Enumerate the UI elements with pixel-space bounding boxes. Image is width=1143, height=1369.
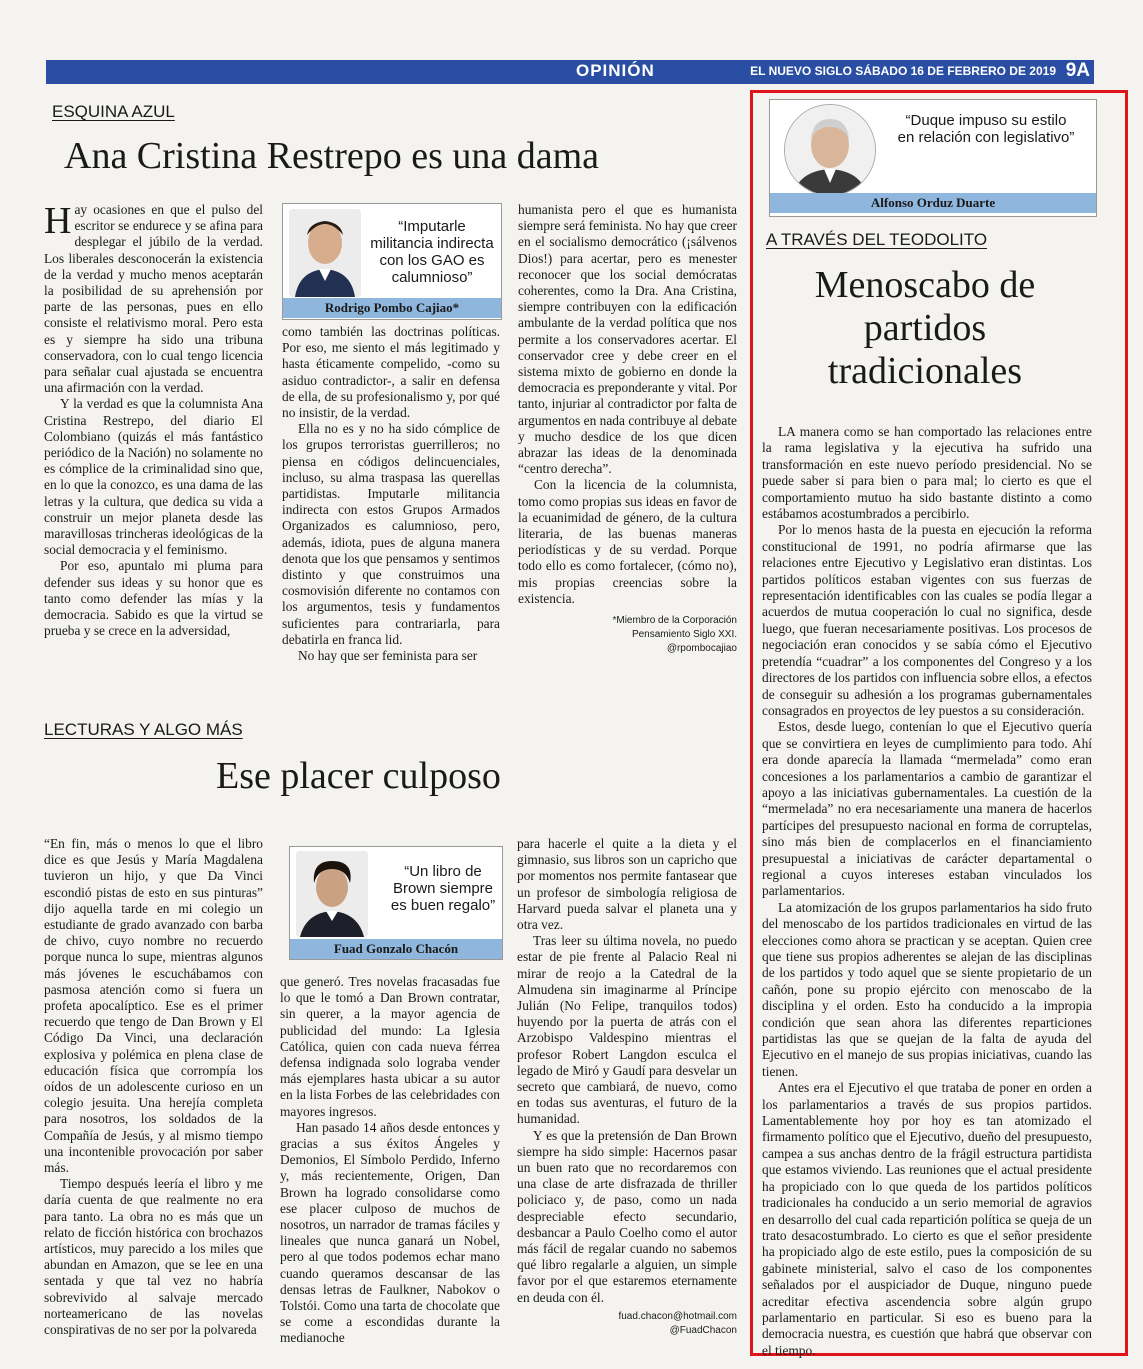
article1-paragraph: Por eso, apuntalo mi pluma para defender sus ideas y su honor que es tanto como defender las mías y la democracia. Sabido es que la virtud se prueba y se crece en la adversidad, bbox=[44, 558, 263, 639]
article1-column-3 bbox=[518, 202, 737, 607]
footnote-line: Pensamiento Siglo XXI. bbox=[631, 629, 737, 640]
article3-body bbox=[762, 424, 1092, 1359]
article1-author-name: Rodrigo Pombo Cajiao* bbox=[283, 298, 501, 318]
article2-author-name: Fuad Gonzalo Chacón bbox=[290, 939, 502, 959]
article2-paragraph: “En fin, más o menos lo que el libro dice es que Jesús y María Magdalena tuvieron un hijo, y que Da Vinci escondió pistas de esto en sus pinturas” dijo aquella tarde en mi colegio un estudiante de grado avanzado con barba de chivo, cuyo nombre no recuerdo porque nunca lo supe, mientras algunos más jóvenes le escuchábamos con pasmosa atención como si fuera un profeta apocalíptico. Ese es el primer recuerdo que tengo de Dan Brown y El Código Da Vinci, una declaración explosiva y polémica en plena clase de educación física que corrompía los oídos de un adolescente curioso en un colegio jesuita. Una herejía completa para nosotros, los soldados de la Compañía de Jesús, y al mismo tiempo una incontenible provocación por saber más. bbox=[44, 836, 263, 1176]
article1-kicker: ESQUINA AZUL bbox=[52, 102, 175, 121]
article2-signature bbox=[517, 1310, 737, 1338]
footnote-line: *Miembro de la Corporación bbox=[612, 615, 737, 626]
article1-pullquote: “Imputarle militancia indirecta con los GAO es calumnioso” bbox=[370, 218, 494, 286]
article1-footnote bbox=[518, 614, 737, 656]
article2-paragraph: que generó. Tres novelas fracasadas fue lo que le tomó a Dan Brown contratar, sin querer, a la mayor agencia de publicidad del mundo: La Iglesia Católica, quien con cada nueva férrea defensa indignada solo lograba vender más ejemplares hasta ubicar a su autor en la lista Forbes de las celebridades con mayores ingresos. bbox=[280, 974, 500, 1119]
drop-cap: H bbox=[44, 200, 72, 242]
article1-column-1 bbox=[44, 202, 263, 639]
article2-column-3 bbox=[517, 836, 737, 1306]
article3-paragraph: Por lo menos hasta de la puesta en ejecución la reforma constitucional de 1991, no podría afirmarse que las relaciones entre Ejecutivo y Legislativo eran distintas. Los partidos políticos estaban vigentes con sus fuerzas de representación identificables con las cuales se podía llegar a acuerdos de mutua cooperación lo cual no significa, desde luego, que fueran necesariamente positivas. Los procesos de negociación eran conocidos y se sabía cómo el Ejecutivo pretendía “cuadrar” a los componentes del Congreso y a los directores de los partidos con influencia sobre ellos, a efectos de conseguir su adhesión a los programas gubernamentales consagrados en proyectos de ley puestos a su consideración. bbox=[762, 522, 1092, 718]
article3-kicker: A TRAVÉS DEL TEODOLITO bbox=[766, 230, 988, 249]
article2-pullquote: “Un libro de Brown siempre es buen regalo” bbox=[390, 863, 496, 914]
article3-headline: Menoscabo de partidos tradicionales bbox=[814, 264, 1036, 392]
author-handle: @FuadChacon bbox=[669, 1325, 737, 1336]
article2-paragraph: Tiempo después leería el libro y me daría cuenta de que realmente no era para tanto. La obra no es más que un relato de ficción histórica con brochazos artísticos, muy parecido a los miles que abundan en Amazon, que se lee en una sentada y que tal vez no habría sobrevivido al salvaje mercado norteamericano de las novelas conspirativas de no ser por la polvareda bbox=[44, 1176, 263, 1338]
article2-column-1 bbox=[44, 836, 263, 1338]
article3-paragraph: LA manera como se han comportado las relaciones entre la rama legislativa y la ejecutiva ha sufrido una transformación en este nuevo período presidencial. No se puede saber si para bien o para mal; lo cierto es que el comportamiento mutuo ha sido bastante distinto a como estábamos acostumbrados a percibirlo. bbox=[762, 424, 1092, 522]
article3-paragraph: Antes era el Ejecutivo el que trataba de poner en orden a los parlamentarios a través de sus propios partidos. Lamentablemente hoy por hoy es tan atomizado el firmamento político que el Ejecutivo, dueño del presupuesto, campea a sus anchas dentro de la frágil estructura partidista que estamos viviendo. Las reuniones que el actual presidente ha propiciado con lo que queda de los partidos políticos tradicionales ha conducido a un serio memorial de agravios en desarrollo del cual cada repartición política se queja de un trato desacostumbrado. Lo cierto es que el señor presidente ha propiciado algo de este estilo, pues la composición de su gabinete ministerial, salvo el caso de los componentes señalados por el auspiciador de Duque, ninguno puede acreditar efectiva ascendencia sobre algún grupo parlamentario en particular. Si eso es bueno para la democracia nuestra, es cuestión que habrá que observar con el tiempo. bbox=[762, 1080, 1092, 1358]
article1-paragraph: Y la verdad es que la columnista Ana Cristina Restrepo, del diario El Colombiano (quizás el más fantástico periódico de la Nación) no solamente no es cómplice de la criminalidad sino que, en lo que la conozco, es una dama de las letras y la cultura, que dedica su vida a construir un mejor planeta desde las maravillosas trincheras ideológicas de la social democracia y el feminismo. bbox=[44, 396, 263, 558]
author-handle: @rpombocajiao bbox=[666, 643, 737, 654]
article1-paragraph: Ella no es y no ha sido cómplice de los grupos terroristas guerrilleros; no piensa en códigos delincuenciales, incluso, su alma traspasa las querellas partidistas. Imputarle militancia indirecta con estos Grupos Armados Organizados es calumnioso, pero, además, idiota, pues de alguna manera denota que los que pensamos y sentimos distinto y que construimos una cosmovisión diferente no contamos con los argumentos, tesis y fundamentos suficientes para contrariarla, para debatirla en franca lid. bbox=[282, 421, 500, 647]
newspaper-date-line: EL NUEVO SIGLO SÁBADO 16 DE FEBRERO DE 2019 bbox=[750, 64, 1056, 78]
article2-paragraph: Tras leer su última novela, no puedo estar de pie frente al Palacio Real ni mirar de reojo a la Catedral de la Almudena sin imaginarme al Príncipe Julián (No Felipe, tranquilos todos) huyendo por la puerta de atrás con el Arzobispo Valdespino mientras el profesor Robert Langdon esculca el legado de Miró y Gaudí para desvelar un secreto que cambiará, de nuevo, como en todas sus aventuras, el futuro de la humanidad. bbox=[517, 933, 737, 1127]
article3-author-box bbox=[769, 99, 1097, 217]
article1-paragraph: ay ocasiones en que el pulso del escritor se endurece y se afina para desplegar el júbilo de la verdad. Los liberales desconocerán la existencia de la verdad y mucho menos aceptarán la posibilidad de su aprehensión por parte de las personas, pues en ello consiste el relativismo moral. Pero esta es y siempre ha sido una tribuna conservadora, con lo cual tengo licencia para señalar cual ajustada se encuentra una afirmación con la verdad. bbox=[44, 202, 263, 396]
article2-paragraph: Y es que la pretensión de Dan Brown siempre ha sido simple: Hacernos pasar un buen rato que no recordaremos con una clase de arte disfrazada de thriller policiaco y, de paso, como un nada despreciable efecto secundario, desbancar a Paulo Coelho como el autor más fácil de regalar cuando no sabemos qué libro regalarle a alguien, un simple favor por el que estaremos eternamente en deuda con él. bbox=[517, 1127, 737, 1305]
article2-column-2 bbox=[280, 974, 500, 1347]
section-title: OPINIÓN bbox=[576, 61, 655, 80]
page-number: 9A bbox=[1065, 60, 1090, 81]
author-photo bbox=[289, 209, 361, 297]
article1-column-2 bbox=[282, 324, 500, 664]
article1-headline: Ana Cristina Restrepo es una dama bbox=[64, 135, 600, 177]
article1-author-box bbox=[282, 203, 502, 320]
article3-paragraph: Estos, desde luego, contenían lo que el Ejecutivo quería que se convirtiera en leyes de cumplimiento para todo. Ahí era donde aparecía la llamada “mermelada” como eran concesiones a los parlamentarios a cambio de garantizar el apoyo a las iniciativas gubernamentales. La cuestión de la “mermelada” no era necesariamente una manera de hacerlos partícipes del presupuesto nacional en forma de corruptelas, sino más bien de complacerlos en el financiamiento presupuestal a iniciativas de carácter departamental o regional a cuyos intereses estaban vinculados los parlamentarios. bbox=[762, 719, 1092, 899]
article1-paragraph: humanista pero el que es humanista siempre será feminista. No hay que creer en el socialismo democrático (¡sálvenos Dios!) para acertar, pero es menester reconocer que los social demócratas coherentes, como la Dra. Ana Cristina, siempre contribuyen con la edificación ambulante de la verdad política que nos permite a los conservadores acertar. El conservador cree y debe creer en el sistema mixto de gobierno en donde la democracia es preponderante y vital. Por tanto, injuriar al contradictor por falta de argumentos en nada contribuye al debate y mucho desdice de los que dicen abrazar las ideas de la denominada “centro derecha”. bbox=[518, 202, 737, 477]
article3-author-name: Alfonso Orduz Duarte bbox=[770, 193, 1096, 213]
article2-paragraph: Han pasado 14 años desde entonces y gracias a sus éxitos Ángeles y Demonios, El Símbolo Perdido, Inferno y, más recientemente, Origen, Dan Brown ha logrado consolidarse como ese placer culposo de muchos de nosotros, un narrador de tramas fáciles y lineales que nunca ganará un Nobel, pero al que todos podemos echar mano cuando queramos descansar de las densas letras de Faulkner, Nabokov o Tolstói. Como una tarta de chocolate que se come a escondidas durante la medianoche bbox=[280, 1119, 500, 1346]
article1-paragraph: como también las doctrinas políticas. Por eso, me siento el más legitimado y hasta éticamente compelido, -como su asiduo contradictor-, a salir en defensa de ella, de su profesionalismo y, por qué no insistir, de la verdad. bbox=[282, 324, 500, 421]
article2-headline: Ese placer culposo bbox=[216, 755, 501, 797]
article3-pullquote: “Duque impuso su estilo en relación con legislativo” bbox=[897, 112, 1075, 146]
article3-paragraph: La atomización de los grupos parlamentarios ha sido fruto del menoscabo de los partidos tradicionales en virtud de las elecciones como ahora se practican y se aceptan. Quien cree que tiene sus propios adherentes se alejan de las disciplinas de los partidos y todo aquel que se siente propietario de un cañón, pone su propio ejército con menoscabo de la disciplina y el orden. Esto ha conducido a la impropia condición que sean ahora las diferentes reparticiones partidistas las que se quejan de la falta de ayuda del Ejecutivo en el manejo de sus propias iniciativas, cuando las tienen. bbox=[762, 899, 1092, 1079]
article1-paragraph: Con la licencia de la columnista, tomo como propias sus ideas en favor de la ecuanimidad de género, de la cultura literaria, de las buenas maneras periodísticas y de su verdad. Porque todo ello es como fortalecer, (cómo no), mis propias creencias sobre la existencia. bbox=[518, 477, 737, 606]
author-photo bbox=[296, 851, 368, 937]
article2-kicker: LECTURAS Y ALGO MÁS bbox=[44, 720, 243, 739]
author-email: fuad.chacon@hotmail.com bbox=[618, 1311, 737, 1322]
article2-author-box bbox=[289, 846, 503, 960]
author-photo bbox=[784, 104, 876, 196]
article2-paragraph: para hacerle el quite a la dieta y el gimnasio, sus libros son un capricho que por momentos nos permite fantasear que un profesor de simbología religiosa de Harvard pueda salvar el planeta una y otra vez. bbox=[517, 836, 737, 933]
section-header-bar bbox=[46, 60, 1094, 84]
article1-paragraph: No hay que ser feminista para ser bbox=[298, 648, 478, 664]
